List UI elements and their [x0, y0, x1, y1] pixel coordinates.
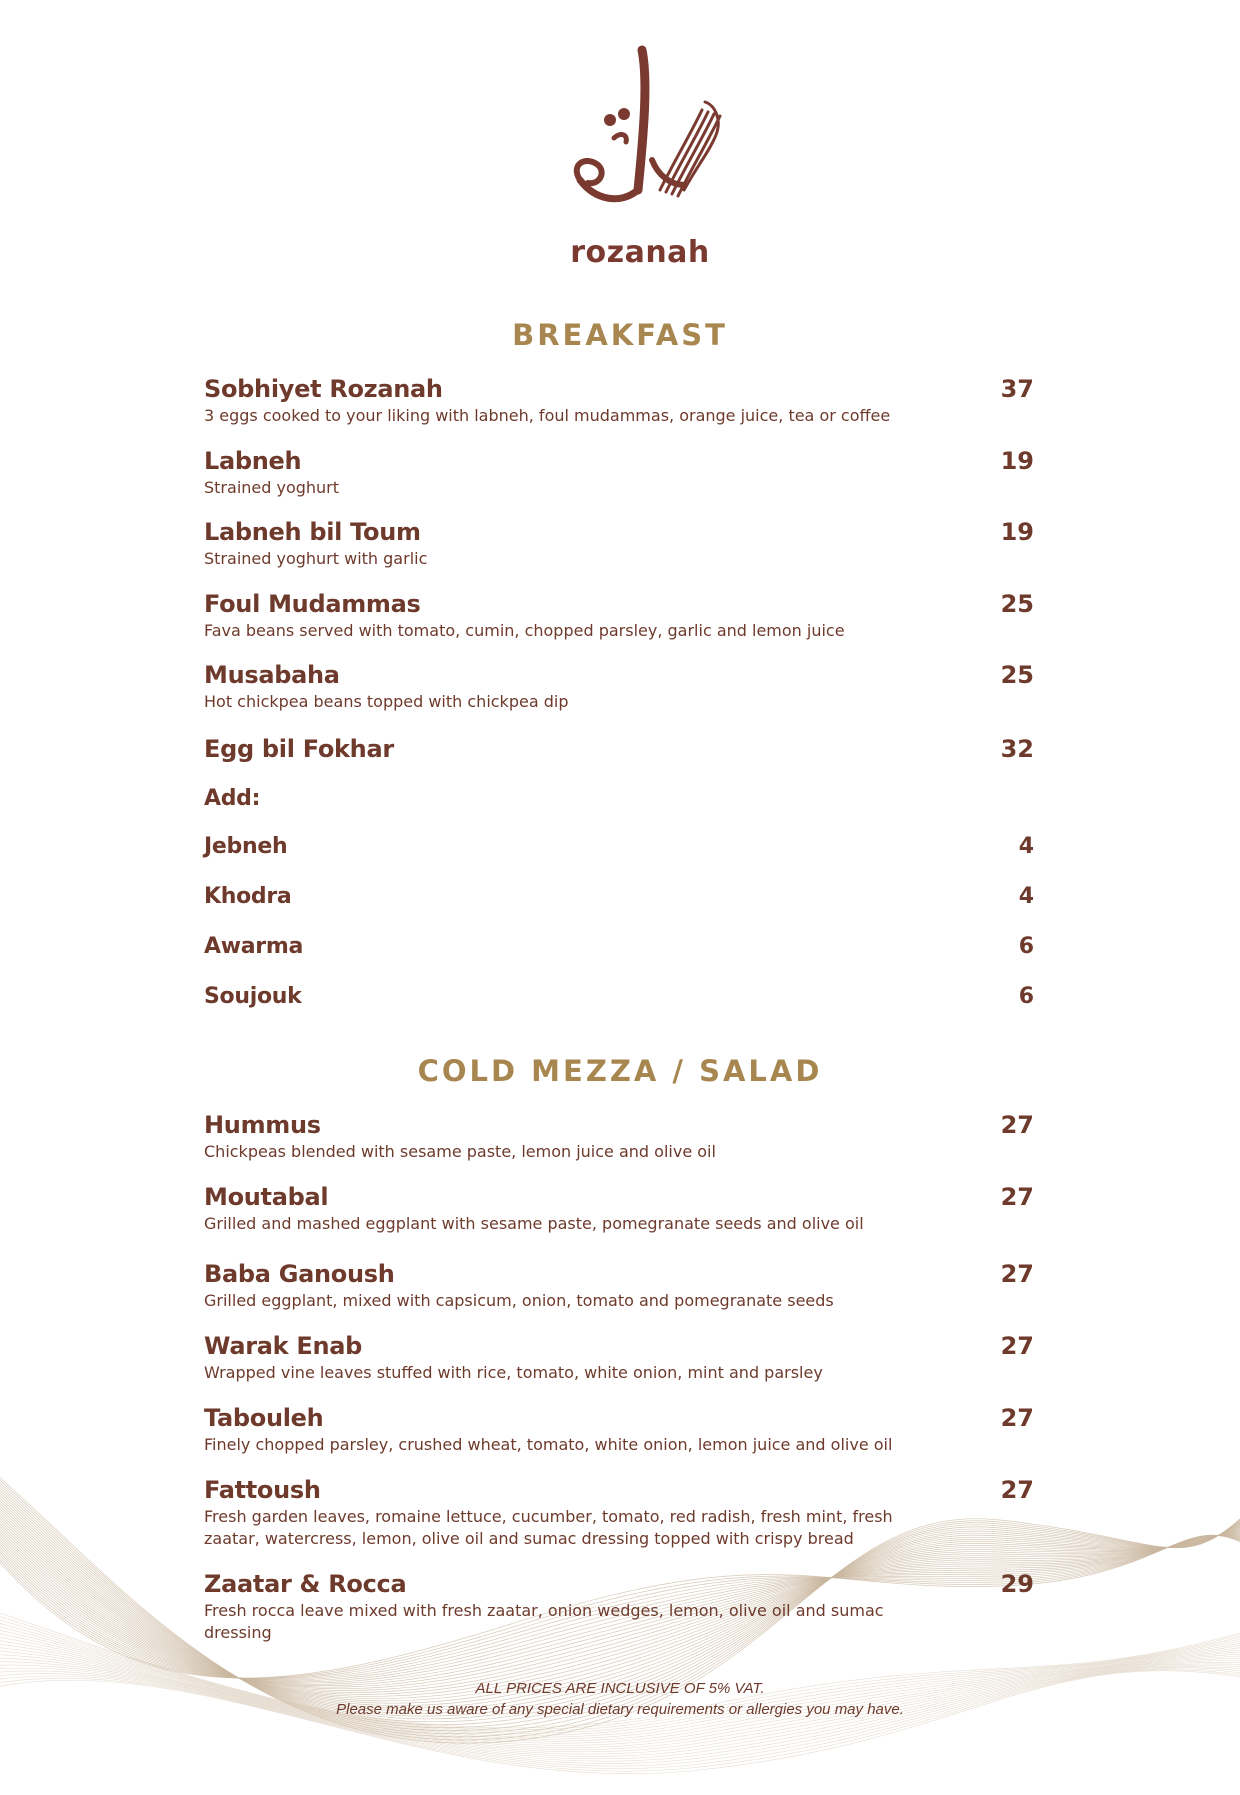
- item-description: Strained yoghurt with garlic: [204, 549, 428, 568]
- item-price: 27: [1000, 1404, 1034, 1432]
- menu-item: [204, 589, 1034, 642]
- item-name: Sobhiyet Rozanah: [204, 375, 443, 403]
- item-description: Grilled and mashed eggplant with sesame paste, pomegranate seeds and olive oil: [204, 1214, 864, 1233]
- item-price: 6: [1018, 934, 1034, 959]
- menu-item: [204, 832, 1034, 862]
- menu-item: [204, 446, 1034, 499]
- footer-notes: [0, 1678, 1240, 1720]
- item-price: 27: [1000, 1111, 1034, 1139]
- item-price: 27: [1000, 1260, 1034, 1288]
- item-description: Hot chickpea beans topped with chickpea dip: [204, 692, 569, 711]
- calligraphy-logo-icon: [540, 40, 740, 230]
- item-description: Fava beans served with tomato, cumin, chopped parsley, garlic and lemon juice: [204, 621, 845, 640]
- section-title-cold-mezza: COLD MEZZA / SALAD: [417, 1054, 823, 1088]
- item-price: 27: [1000, 1332, 1034, 1360]
- item-name: Khodra: [204, 884, 292, 909]
- item-description: Grilled eggplant, mixed with capsicum, onion, tomato and pomegranate seeds: [204, 1291, 834, 1310]
- item-name: Warak Enab: [204, 1332, 363, 1360]
- item-name: Foul Mudammas: [204, 590, 421, 618]
- item-price: 29: [1000, 1570, 1034, 1598]
- item-name: Labneh: [204, 447, 302, 475]
- dietary-note: Please make us aware of any special dietary requirements or allergies you may have.: [336, 1701, 904, 1718]
- menu-item: [204, 660, 1034, 713]
- section-title-breakfast: BREAKFAST: [512, 318, 728, 352]
- item-description: 3 eggs cooked to your liking with labneh, foul mudammas, orange juice, tea or coffee: [204, 406, 891, 425]
- menu-item: [204, 1569, 1034, 1644]
- item-description: Fresh garden leaves, romaine lettuce, cucumber, tomato, red radish, fresh mint, fresh zaatar, watercress, lemon, olive oil and sumac dressing topped with crispy bread: [204, 1507, 893, 1548]
- item-name: Zaatar & Rocca: [204, 1570, 407, 1598]
- menu-item: [204, 734, 1034, 765]
- logo-wordmark: rozanah: [570, 235, 710, 270]
- menu-item: [204, 1110, 1034, 1163]
- item-price: 6: [1018, 984, 1034, 1009]
- menu-item: [204, 1403, 1034, 1456]
- menu-item: [204, 1259, 1034, 1312]
- item-price: 37: [1000, 375, 1034, 403]
- item-price: 27: [1000, 1183, 1034, 1211]
- item-price: 27: [1000, 1476, 1034, 1504]
- item-name: Musabaha: [204, 661, 340, 689]
- item-description: Wrapped vine leaves stuffed with rice, tomato, white onion, mint and parsley: [204, 1363, 823, 1382]
- item-price: 4: [1018, 884, 1034, 909]
- item-price: 4: [1018, 834, 1034, 859]
- item-name: Soujouk: [204, 984, 302, 1009]
- item-name: Jebneh: [204, 834, 288, 859]
- item-name: Hummus: [204, 1111, 321, 1139]
- item-price: 32: [1000, 735, 1034, 763]
- vat-note: ALL PRICES ARE INCLUSIVE OF 5% VAT.: [475, 1680, 765, 1697]
- item-price: 19: [1000, 518, 1034, 546]
- item-name: Baba Ganoush: [204, 1260, 395, 1288]
- add-label-row: [204, 784, 1034, 814]
- item-description: Strained yoghurt: [204, 478, 340, 497]
- item-description: Fresh rocca leave mixed with fresh zaatar, onion wedges, lemon, olive oil and sumac dressing: [204, 1601, 884, 1642]
- item-description: Finely chopped parsley, crushed wheat, tomato, white onion, lemon juice and olive oil: [204, 1435, 893, 1454]
- item-name: Moutabal: [204, 1183, 329, 1211]
- rozanah-logo: [520, 40, 760, 280]
- item-description: Chickpeas blended with sesame paste, lemon juice and olive oil: [204, 1142, 716, 1161]
- item-name: Fattoush: [204, 1476, 321, 1504]
- menu-item: [204, 1475, 1034, 1550]
- menu-item: [204, 982, 1034, 1012]
- menu-item: [204, 1331, 1034, 1384]
- menu-item: [204, 882, 1034, 912]
- item-price: 25: [1000, 590, 1034, 618]
- item-price: 25: [1000, 661, 1034, 689]
- item-name: Awarma: [204, 934, 304, 959]
- menu-item: [204, 374, 1034, 427]
- item-name: Labneh bil Toum: [204, 518, 421, 546]
- item-price: 19: [1000, 447, 1034, 475]
- menu-item: [204, 517, 1034, 570]
- menu-item: [204, 932, 1034, 962]
- add-label: Add:: [204, 786, 261, 811]
- menu-item: [204, 1182, 1034, 1235]
- item-name: Tabouleh: [204, 1404, 324, 1432]
- item-name: Egg bil Fokhar: [204, 735, 394, 763]
